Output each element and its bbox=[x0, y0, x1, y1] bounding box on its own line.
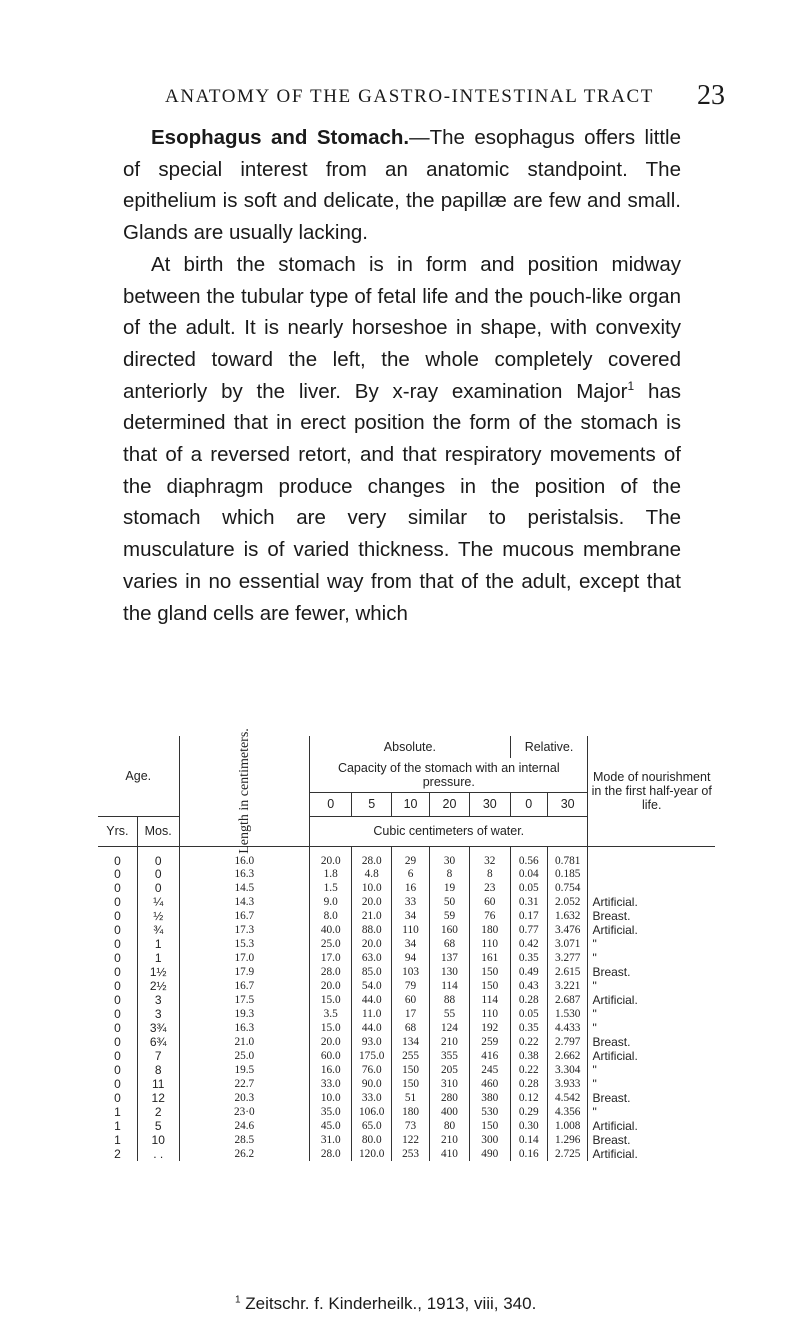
table-cell: 45.0 bbox=[310, 1120, 352, 1134]
footnote-text: Zeitschr. f. Kinderheilk., 1913, viii, 340. bbox=[240, 1294, 537, 1313]
table-cell bbox=[588, 868, 715, 882]
table-cell: 0 bbox=[98, 938, 137, 952]
table-cell: 16.0 bbox=[179, 846, 310, 868]
table-cell: 280 bbox=[430, 1092, 470, 1106]
table-cell: 150 bbox=[469, 980, 510, 994]
table-cell: 60 bbox=[469, 896, 510, 910]
table-cell: 416 bbox=[469, 1050, 510, 1064]
footnote bbox=[235, 1294, 536, 1314]
table-row bbox=[98, 896, 715, 910]
table-cell: 0 bbox=[98, 846, 137, 868]
capacity-header: Capacity of the stomach with an internal pressure. bbox=[310, 758, 588, 792]
table-cell: 0 bbox=[98, 1022, 137, 1036]
table-cell: 3.277 bbox=[547, 952, 587, 966]
table-cell: 10.0 bbox=[310, 1092, 352, 1106]
table-cell: 3¾ bbox=[137, 1022, 179, 1036]
table-cell: 192 bbox=[469, 1022, 510, 1036]
table-cell: Artificial. bbox=[592, 1118, 638, 1133]
paragraph-2-text-b: has determined that in erect position the form of the stomach is that of a reversed retort, and that respiratory movements of the diaphragm produce changes in the position of the stomach which are very similar to peristalsis. The musculature is of varied thickness. The mucous membrane varies in no essential way from that of the adult, except that the gland cells are fewer, which bbox=[123, 379, 682, 625]
table-cell: 205 bbox=[430, 1064, 470, 1078]
table-cell: 90.0 bbox=[352, 1078, 392, 1092]
table-cell: 0.31 bbox=[510, 896, 547, 910]
table-cell: 400 bbox=[430, 1106, 470, 1120]
relative-header: Relative. bbox=[510, 736, 588, 758]
table-row bbox=[98, 882, 715, 896]
table-cell: 1 bbox=[98, 1134, 137, 1148]
table-cell: 0 bbox=[98, 882, 137, 896]
table-cell: 4.8 bbox=[352, 868, 392, 882]
table-cell: Artificial. bbox=[592, 993, 638, 1008]
table-cell: 3 bbox=[137, 1008, 179, 1022]
table-cell: 60.0 bbox=[310, 1050, 352, 1064]
table-row bbox=[98, 1064, 715, 1078]
table-cell: 1 bbox=[98, 1106, 137, 1120]
table-cell: 2.615 bbox=[547, 966, 587, 980]
table-cell: 0 bbox=[98, 1064, 137, 1078]
mode-header: Mode of nourishment in the first half-year of life. bbox=[588, 736, 715, 846]
table-cell: 180 bbox=[392, 1106, 430, 1120]
table-cell: 0.35 bbox=[510, 1022, 547, 1036]
table-cell: 1 bbox=[98, 1120, 137, 1134]
table-cell: 26.2 bbox=[179, 1148, 310, 1162]
table-cell: 63.0 bbox=[352, 952, 392, 966]
table-cell: 25.0 bbox=[179, 1050, 310, 1064]
table-cell: 137 bbox=[430, 952, 470, 966]
table-cell: 17.3 bbox=[179, 924, 310, 938]
table-cell: 3.933 bbox=[547, 1078, 587, 1092]
table-cell: 73 bbox=[392, 1120, 430, 1134]
table-cell: 2.687 bbox=[547, 994, 587, 1008]
table-cell: 4.542 bbox=[547, 1092, 587, 1106]
table-cell: 2 bbox=[137, 1106, 179, 1120]
running-head bbox=[165, 80, 725, 111]
table-cell: 7 bbox=[137, 1050, 179, 1064]
table-cell: 259 bbox=[469, 1036, 510, 1050]
table-cell: 0 bbox=[98, 924, 137, 938]
table-row bbox=[98, 1022, 715, 1036]
table-row bbox=[98, 868, 715, 882]
table-cell: 33.0 bbox=[310, 1078, 352, 1092]
table-cell: Artificial. bbox=[592, 1048, 638, 1063]
table-cell: 16.7 bbox=[179, 980, 310, 994]
table-cell: 0 bbox=[98, 1050, 137, 1064]
pressure-10-header: 10 bbox=[392, 792, 430, 816]
table-row bbox=[98, 1134, 715, 1148]
paragraph-1-text: —The esophagus offers little of special interest from an anatomic standpoint. The epithelium is soft and delicate, the papillæ are few and small. Glands are usually lacking. bbox=[123, 126, 681, 245]
table-cell: 19.3 bbox=[179, 1008, 310, 1022]
table-cell: 12 bbox=[137, 1092, 179, 1106]
table-cell: 0.30 bbox=[510, 1120, 547, 1134]
table-cell: 0 bbox=[98, 1078, 137, 1092]
table-cell: 88 bbox=[430, 994, 470, 1008]
table-cell: 0.35 bbox=[510, 952, 547, 966]
table-cell: 2 bbox=[98, 1148, 137, 1162]
table-cell: 88.0 bbox=[352, 924, 392, 938]
table-cell: 34 bbox=[392, 910, 430, 924]
pressure-30-header: 30 bbox=[469, 792, 510, 816]
table-cell: 40.0 bbox=[310, 924, 352, 938]
table-cell: 0.754 bbox=[547, 882, 587, 896]
table-cell: 0.28 bbox=[510, 1078, 547, 1092]
table-cell: 85.0 bbox=[352, 966, 392, 980]
running-head-title: ANATOMY OF THE GASTRO-INTESTINAL TRACT bbox=[165, 86, 655, 107]
table-cell: 0 bbox=[98, 980, 137, 994]
table-cell: 210 bbox=[430, 1036, 470, 1050]
table-cell: 33.0 bbox=[352, 1092, 392, 1106]
table-cell: 0.05 bbox=[510, 1008, 547, 1022]
table-row bbox=[98, 994, 715, 1008]
table-cell: 11 bbox=[137, 1078, 179, 1092]
table-cell: 245 bbox=[469, 1064, 510, 1078]
table-cell: 0.42 bbox=[510, 938, 547, 952]
table-cell: 16.7 bbox=[179, 910, 310, 924]
table-cell: 0 bbox=[98, 868, 137, 882]
table-cell: 2½ bbox=[137, 980, 179, 994]
table-cell: 0.22 bbox=[510, 1036, 547, 1050]
table-cell: 0 bbox=[98, 1092, 137, 1106]
table-cell: 134 bbox=[392, 1036, 430, 1050]
table-cell: 44.0 bbox=[352, 994, 392, 1008]
table-cell: 3 bbox=[137, 994, 179, 1008]
table-cell: 0.28 bbox=[510, 994, 547, 1008]
table-cell: 0.49 bbox=[510, 966, 547, 980]
table-cell: 110 bbox=[392, 924, 430, 938]
table-cell: 17.9 bbox=[179, 966, 310, 980]
table-cell: Breast. bbox=[592, 1132, 631, 1147]
table-cell: Breast. bbox=[592, 909, 631, 924]
table-cell: 1.5 bbox=[310, 882, 352, 896]
table-cell: 2.797 bbox=[547, 1036, 587, 1050]
table-cell: 22.7 bbox=[179, 1078, 310, 1092]
table-cell: 3.476 bbox=[547, 924, 587, 938]
table-cell: Breast. bbox=[592, 1034, 631, 1049]
section-heading: Esophagus and Stomach. bbox=[151, 126, 410, 149]
table-cell: Breast. bbox=[592, 965, 631, 980]
table-cell: 0 bbox=[137, 882, 179, 896]
table-cell: 20.3 bbox=[179, 1092, 310, 1106]
table-cell: 0.77 bbox=[510, 924, 547, 938]
table-row bbox=[98, 846, 715, 868]
table-cell: 19.5 bbox=[179, 1064, 310, 1078]
table-cell: " bbox=[592, 979, 597, 994]
table-cell: 130 bbox=[430, 966, 470, 980]
table-cell: 8.0 bbox=[310, 910, 352, 924]
table-cell: 60 bbox=[392, 994, 430, 1008]
table-cell: 410 bbox=[430, 1148, 470, 1162]
table-cell: 32 bbox=[469, 846, 510, 868]
table-cell: 80 bbox=[430, 1120, 470, 1134]
table-cell: 120.0 bbox=[352, 1148, 392, 1162]
table-row bbox=[98, 980, 715, 994]
table-row bbox=[98, 1008, 715, 1022]
table-cell: 8 bbox=[469, 868, 510, 882]
table-cell: 20.0 bbox=[310, 846, 352, 868]
paragraph-esophagus bbox=[123, 122, 681, 249]
table-cell: 150 bbox=[392, 1078, 430, 1092]
table-cell: 23·0 bbox=[179, 1106, 310, 1120]
table-cell: ¾ bbox=[137, 924, 179, 938]
table-cell: 210 bbox=[430, 1134, 470, 1148]
table-cell: 16.3 bbox=[179, 868, 310, 882]
table-cell: 175.0 bbox=[352, 1050, 392, 1064]
table-cell: 255 bbox=[392, 1050, 430, 1064]
table-cell: 0 bbox=[98, 1036, 137, 1050]
table-cell: Artificial. bbox=[592, 1146, 638, 1161]
table-row bbox=[98, 1036, 715, 1050]
table-cell: " bbox=[592, 1006, 597, 1021]
table-cell: 28.0 bbox=[352, 846, 392, 868]
table-cell: 490 bbox=[469, 1148, 510, 1162]
table-cell: 21.0 bbox=[179, 1036, 310, 1050]
table-cell: 65.0 bbox=[352, 1120, 392, 1134]
table-cell: 24.6 bbox=[179, 1120, 310, 1134]
table-cell: 2.052 bbox=[547, 896, 587, 910]
table-cell: ¼ bbox=[137, 896, 179, 910]
pressure-0-header: 0 bbox=[310, 792, 352, 816]
table-cell: 1.8 bbox=[310, 868, 352, 882]
table-cell: 460 bbox=[469, 1078, 510, 1092]
table-cell: 10.0 bbox=[352, 882, 392, 896]
table-cell: 2.662 bbox=[547, 1050, 587, 1064]
table-cell: 94 bbox=[392, 952, 430, 966]
footnote-marker: 1 bbox=[235, 1294, 241, 1306]
table-cell: 3.304 bbox=[547, 1064, 587, 1078]
table-cell: 25.0 bbox=[310, 938, 352, 952]
table-cell: 0 bbox=[98, 966, 137, 980]
table-cell: 35.0 bbox=[310, 1106, 352, 1120]
table-cell: " bbox=[592, 937, 597, 952]
table-cell: 44.0 bbox=[352, 1022, 392, 1036]
table-cell: 1½ bbox=[137, 966, 179, 980]
table-cell: 380 bbox=[469, 1092, 510, 1106]
table-cell: 0.43 bbox=[510, 980, 547, 994]
table-cell: 34 bbox=[392, 938, 430, 952]
table-cell: 20.0 bbox=[352, 896, 392, 910]
table-cell: 300 bbox=[469, 1134, 510, 1148]
table-cell: 23 bbox=[469, 882, 510, 896]
table-cell: 122 bbox=[392, 1134, 430, 1148]
table-cell: 0 bbox=[98, 952, 137, 966]
table-cell: 0.22 bbox=[510, 1064, 547, 1078]
table-cell: 0.185 bbox=[547, 868, 587, 882]
page-number: 23 bbox=[697, 80, 725, 111]
table-cell: 59 bbox=[430, 910, 470, 924]
table-cell: 51 bbox=[392, 1092, 430, 1106]
table-cell: 1.530 bbox=[547, 1008, 587, 1022]
table-cell: " bbox=[592, 1062, 597, 1077]
table-cell: 68 bbox=[392, 1022, 430, 1036]
table-cell: 76 bbox=[469, 910, 510, 924]
table-cell: 93.0 bbox=[352, 1036, 392, 1050]
table-body bbox=[98, 846, 715, 1161]
table-cell: 55 bbox=[430, 1008, 470, 1022]
table-cell: 114 bbox=[469, 994, 510, 1008]
table-cell: 0.38 bbox=[510, 1050, 547, 1064]
yrs-header: Yrs. bbox=[98, 816, 137, 846]
table-cell bbox=[588, 882, 715, 896]
table-cell: " bbox=[592, 1076, 597, 1091]
table-cell: 103 bbox=[392, 966, 430, 980]
table-cell: 253 bbox=[392, 1148, 430, 1162]
table-cell: Artificial. bbox=[592, 895, 638, 910]
table-cell bbox=[588, 846, 715, 868]
table-cell: 6 bbox=[392, 868, 430, 882]
stomach-capacity-table bbox=[98, 727, 715, 1161]
table-cell: 28.0 bbox=[310, 966, 352, 980]
table-cell: 17.5 bbox=[179, 994, 310, 1008]
table-cell: 8 bbox=[430, 868, 470, 882]
relative-0-header: 0 bbox=[510, 792, 547, 816]
table-cell: 0.56 bbox=[510, 846, 547, 868]
table-row bbox=[98, 1106, 715, 1120]
table-cell: 1.008 bbox=[547, 1120, 587, 1134]
table-cell: 110 bbox=[469, 938, 510, 952]
table-cell: 3.5 bbox=[310, 1008, 352, 1022]
table-cell: 124 bbox=[430, 1022, 470, 1036]
table-cell: 10 bbox=[137, 1134, 179, 1148]
table-cell: 17.0 bbox=[179, 952, 310, 966]
table-cell: 4.356 bbox=[547, 1106, 587, 1120]
table-row bbox=[98, 1050, 715, 1064]
table-cell: 9.0 bbox=[310, 896, 352, 910]
table-row bbox=[98, 938, 715, 952]
table-cell: 80.0 bbox=[352, 1134, 392, 1148]
table-cell: Breast. bbox=[592, 1090, 631, 1105]
table-cell: 0.17 bbox=[510, 910, 547, 924]
table-cell: 3.071 bbox=[547, 938, 587, 952]
table-row bbox=[98, 910, 715, 924]
table-cell: 79 bbox=[392, 980, 430, 994]
table-cell: 14.5 bbox=[179, 882, 310, 896]
table-cell: 0.14 bbox=[510, 1134, 547, 1148]
table-cell: 76.0 bbox=[352, 1064, 392, 1078]
table-cell: 3.221 bbox=[547, 980, 587, 994]
table-cell: 19 bbox=[430, 882, 470, 896]
table-cell: 20.0 bbox=[352, 938, 392, 952]
table-cell: 1.296 bbox=[547, 1134, 587, 1148]
relative-30-header: 30 bbox=[547, 792, 587, 816]
table-cell: 14.3 bbox=[179, 896, 310, 910]
table-cell: 16 bbox=[392, 882, 430, 896]
table-row bbox=[98, 1078, 715, 1092]
table-cell: 50 bbox=[430, 896, 470, 910]
table-cell: 161 bbox=[469, 952, 510, 966]
table-cell: 114 bbox=[430, 980, 470, 994]
table-cell: 0.29 bbox=[510, 1106, 547, 1120]
table-cell: 150 bbox=[469, 1120, 510, 1134]
table-cell: 1.632 bbox=[547, 910, 587, 924]
table-cell: 6¾ bbox=[137, 1036, 179, 1050]
table-cell: 1 bbox=[137, 952, 179, 966]
table-cell: 20.0 bbox=[310, 980, 352, 994]
table-cell: 11.0 bbox=[352, 1008, 392, 1022]
table-cell: 17 bbox=[392, 1008, 430, 1022]
table-cell: 17.0 bbox=[310, 952, 352, 966]
table-cell: 16.3 bbox=[179, 1022, 310, 1036]
table-row bbox=[98, 1120, 715, 1134]
table-cell: 0 bbox=[98, 896, 137, 910]
table-cell: 530 bbox=[469, 1106, 510, 1120]
table-cell: 28.5 bbox=[179, 1134, 310, 1148]
table-cell: 106.0 bbox=[352, 1106, 392, 1120]
length-header: Length in centimeters. bbox=[179, 736, 310, 846]
table-row bbox=[98, 966, 715, 980]
table-row bbox=[98, 1148, 715, 1162]
table-cell: Artificial. bbox=[592, 923, 638, 938]
table-cell: 180 bbox=[469, 924, 510, 938]
table-cell: 33 bbox=[392, 896, 430, 910]
table-cell: 8 bbox=[137, 1064, 179, 1078]
table-cell: 0.12 bbox=[510, 1092, 547, 1106]
table-cell: 4.433 bbox=[547, 1022, 587, 1036]
table-row bbox=[98, 952, 715, 966]
body-text bbox=[123, 122, 681, 629]
table-cell: 0.05 bbox=[510, 882, 547, 896]
table-cell: 0 bbox=[98, 910, 137, 924]
age-header: Age. bbox=[98, 736, 179, 816]
table-cell: 355 bbox=[430, 1050, 470, 1064]
table-cell: 54.0 bbox=[352, 980, 392, 994]
table-cell: 31.0 bbox=[310, 1134, 352, 1148]
table-cell: " bbox=[592, 1104, 597, 1119]
table-cell: 0.781 bbox=[547, 846, 587, 868]
paragraph-2-text-a: At birth the stomach is in form and position midway between the tubular type of fetal life and the pouch-like organ of the adult. It is nearly horseshoe in shape, with convexity directed toward the left, the whole completely covered anteriorly by the liver. By x-ray examination Major bbox=[123, 252, 681, 403]
table-cell: 30 bbox=[430, 846, 470, 868]
paragraph-stomach bbox=[123, 249, 681, 629]
table-cell: 310 bbox=[430, 1078, 470, 1092]
table-cell: 150 bbox=[469, 966, 510, 980]
table-cell: 110 bbox=[469, 1008, 510, 1022]
table-cell: " bbox=[592, 1020, 597, 1035]
footnote-reference: 1 bbox=[627, 378, 635, 393]
table-cell: 21.0 bbox=[352, 910, 392, 924]
table-cell: 15.0 bbox=[310, 1022, 352, 1036]
table-cell: 29 bbox=[392, 846, 430, 868]
table-cell: 0 bbox=[137, 846, 179, 868]
table-cell: 150 bbox=[392, 1064, 430, 1078]
table-row bbox=[98, 1092, 715, 1106]
table-cell: 0 bbox=[137, 868, 179, 882]
table-cell: 1 bbox=[137, 938, 179, 952]
pressure-5-header: 5 bbox=[352, 792, 392, 816]
table-cell: 0.04 bbox=[510, 868, 547, 882]
table-cell: 28.0 bbox=[310, 1148, 352, 1162]
pressure-20-header: 20 bbox=[430, 792, 470, 816]
mos-header: Mos. bbox=[137, 816, 179, 846]
table-cell: 2.725 bbox=[547, 1148, 587, 1162]
table-cell: 15.0 bbox=[310, 994, 352, 1008]
table-cell: 0 bbox=[98, 1008, 137, 1022]
table-cell: " bbox=[592, 951, 597, 966]
table-cell: 20.0 bbox=[310, 1036, 352, 1050]
table-cell: 160 bbox=[430, 924, 470, 938]
table-cell: 5 bbox=[137, 1120, 179, 1134]
table-cell: 15.3 bbox=[179, 938, 310, 952]
units-header: Cubic centimeters of water. bbox=[310, 816, 588, 846]
table-cell: 0.16 bbox=[510, 1148, 547, 1162]
table-cell: 0 bbox=[98, 994, 137, 1008]
table-cell: 68 bbox=[430, 938, 470, 952]
table-cell: . . bbox=[137, 1148, 179, 1162]
table-cell: ½ bbox=[137, 910, 179, 924]
table-cell: 16.0 bbox=[310, 1064, 352, 1078]
absolute-header: Absolute. bbox=[310, 736, 510, 758]
table-row bbox=[98, 924, 715, 938]
